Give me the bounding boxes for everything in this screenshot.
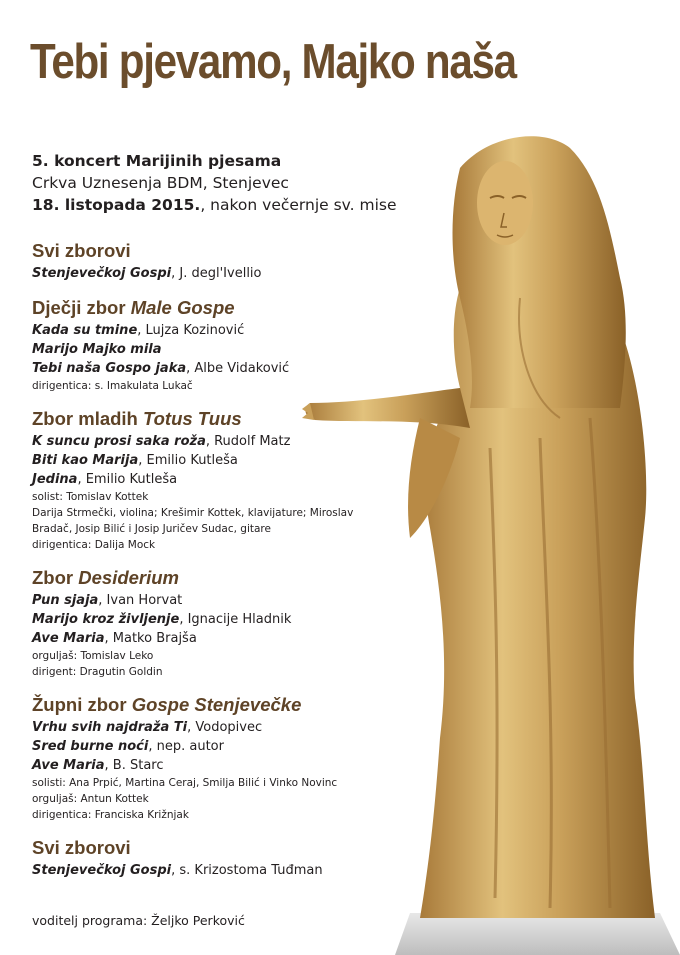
section-title: Svi zborovi [32, 240, 131, 261]
concert-name: 5. koncert Marijinih pjesama [32, 152, 282, 170]
piece: Ave Maria, Matko Brajša [32, 631, 197, 646]
section-title: Zbor Desiderium [32, 567, 180, 588]
performer-note: dirigentica: Franciska Križnjak [32, 809, 189, 821]
program-section [32, 694, 422, 823]
date: 18. listopada 2015. [32, 196, 201, 214]
section-title: Dječji zbor Male Gospe [32, 297, 235, 318]
program [32, 240, 422, 894]
program-section [32, 408, 422, 553]
section-title: Svi zborovi [32, 837, 131, 858]
program-section [32, 567, 422, 680]
program-host: voditelj programa: Željko Perković [32, 913, 245, 928]
piece: Pun sjaja, Ivan Horvat [32, 593, 183, 608]
piece: Tebi naša Gospo jaka, Albe Vidaković [32, 361, 290, 376]
program-section [32, 240, 422, 283]
performer-note: Bradač, Josip Bilić i Josip Juričev Sudac, gitare [32, 523, 271, 535]
piece: Biti kao Marija, Emilio Kutleša [32, 453, 238, 468]
performer-note: Darija Strmečki, violina; Krešimir Kottek, klavijature; Miroslav [32, 507, 354, 519]
performer-note: orguljaš: Tomislav Leko [32, 650, 154, 662]
section-title: Župni zbor Gospe Stenjevečke [32, 694, 302, 715]
piece: Marijo kroz življenje, Ignacije Hladnik [32, 612, 292, 627]
piece: K suncu prosi saka roža, Rudolf Matz [32, 434, 291, 449]
section-title: Zbor mladih Totus Tuus [32, 408, 242, 429]
date-suffix: , nakon večernje sv. mise [200, 196, 397, 214]
performer-note: dirigentica: s. Imakulata Lukač [32, 380, 193, 392]
poster-title: Tebi pjevamo, Majko naša [30, 35, 516, 89]
piece: Marijo Majko mila [32, 342, 162, 357]
program-section [32, 297, 422, 394]
piece: Vrhu svih najdraža Ti, Vodopivec [32, 720, 263, 735]
program-section [32, 837, 422, 880]
piece: Jedina, Emilio Kutleša [32, 472, 178, 487]
performer-note: solist: Tomislav Kottek [32, 491, 149, 503]
piece: Ave Maria, B. Starc [32, 758, 164, 773]
performer-note: orguljaš: Antun Kottek [32, 793, 149, 805]
piece: Stenjevečkoj Gospi, J. degl'Ivellio [32, 266, 262, 281]
piece: Stenjevečkoj Gospi, s. Krizostoma Tuđman [32, 863, 323, 878]
venue: Crkva Uznesenja BDM, Stenjevec [32, 174, 289, 192]
piece: Sred burne noći, nep. autor [32, 739, 224, 754]
performer-note: dirigentica: Dalija Mock [32, 539, 156, 551]
piece: Kada su tmine, Lujza Kozinović [32, 323, 245, 338]
performer-note: solisti: Ana Prpić, Martina Ceraj, Smilja Bilić i Vinko Novinc [32, 777, 338, 789]
performer-note: dirigent: Dragutin Goldin [32, 666, 163, 678]
